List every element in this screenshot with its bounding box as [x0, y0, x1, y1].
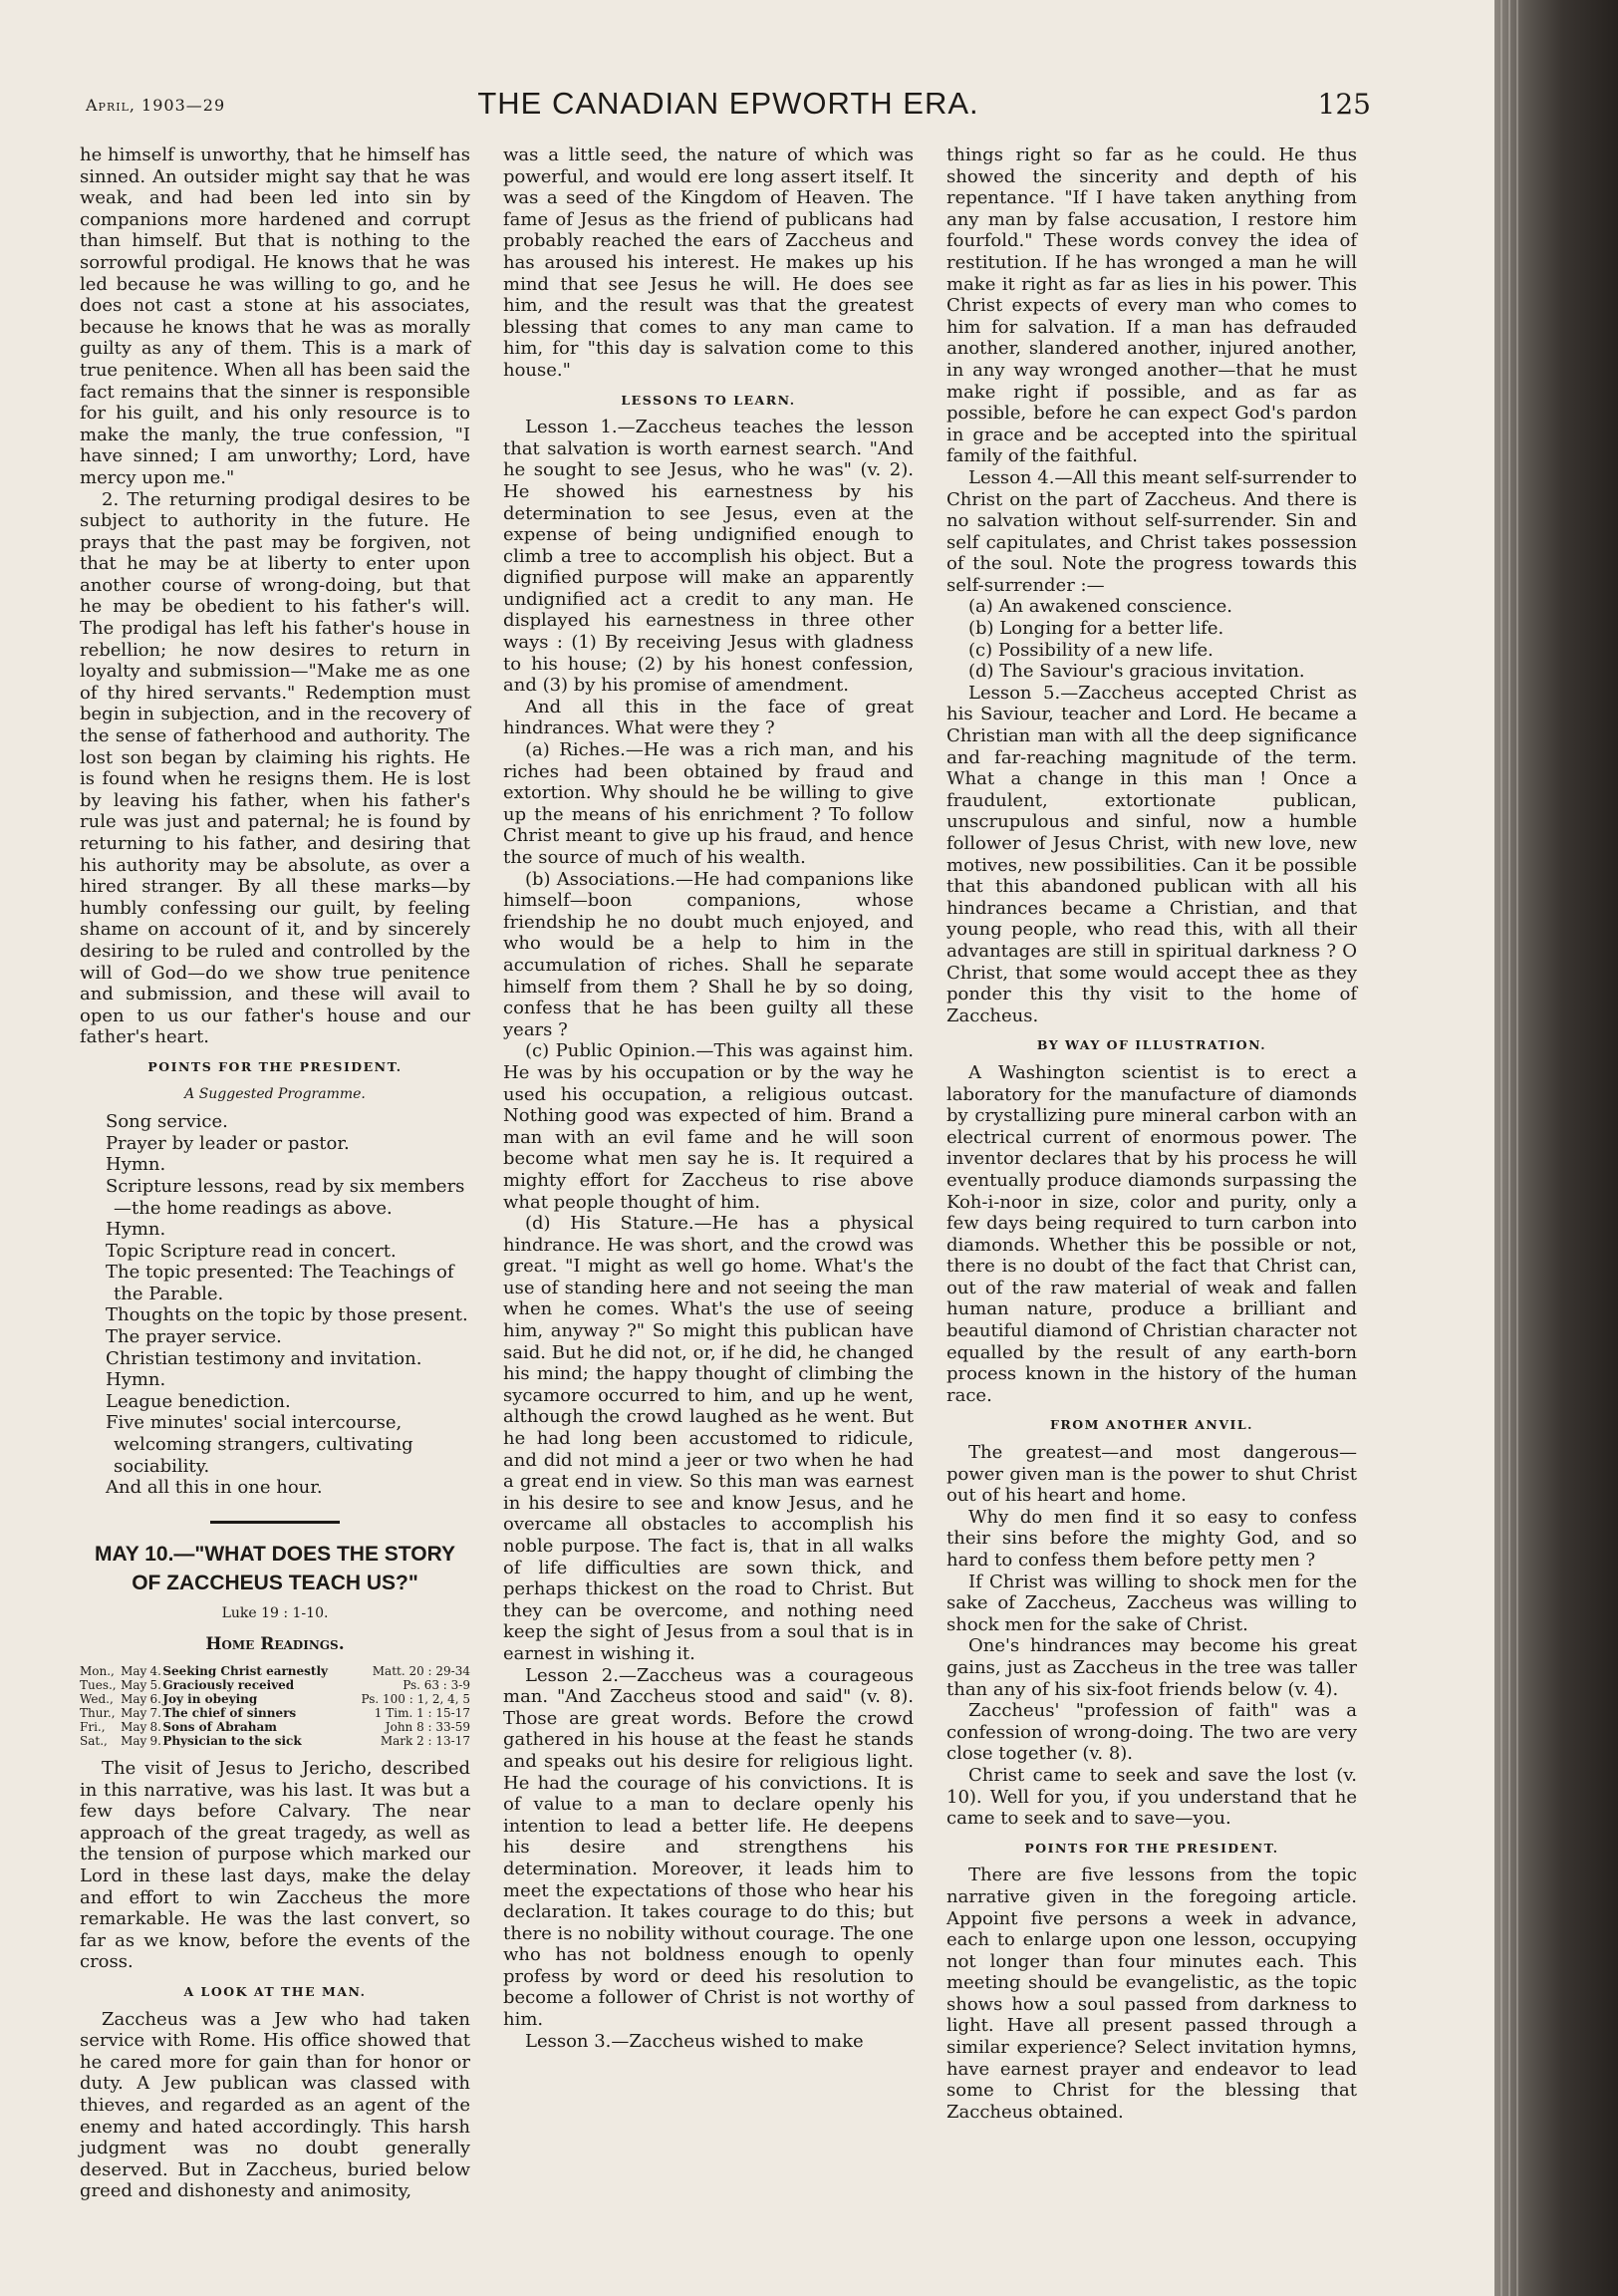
section-heading: A LOOK AT THE MAN.: [183, 1983, 367, 1999]
table-row: [80, 1692, 470, 1706]
reading-ref: Ps. 100 : 1, 2, 4, 5: [361, 1692, 470, 1706]
list-item: (b) Longing for a better life.: [968, 618, 1224, 640]
list-item: (d) The Saviour's gracious invitation.: [968, 661, 1305, 683]
paragraph: things right so far as he could. He thus showed the sincerity and depth of his repentance. "If I have taken anything from any man by false accusation, I restore him fourfold." These words convey the idea of restitution. If he has wronged a man he will make it right as far as lies in his power. This Christ expects of every man who comes to him for salvation. If a man has defrauded another, slandered another, injured another, in any way wronged another—that he must make right if possible, and as far as possible, before he can expect God's pardon in grace and be accepted into the spiritual family of the faithful.: [946, 144, 1357, 467]
programme-item: Five minutes' social intercourse, welcoming strangers, cultivating sociability.: [106, 1412, 413, 1477]
scripture-reference: Luke 19 : 1-10.: [221, 1604, 329, 1621]
reading-title: Graciously received: [162, 1678, 295, 1692]
table-row: [80, 1734, 470, 1748]
reading-day: Tues.,: [80, 1678, 117, 1692]
paragraph: (d) His Stature.—He has a physical hindrance. He was short, and the crowd was great. "I might as well go home. What's the use of standing here and not seeing the man when he comes. What's the use of seeing him, anyway ?" So might this publican have said. But he did not, or, if he did, he changed his mind; the happy thought of climbing the sycamore occurred to him, and up he went, although the crowd laughed as he went. But he had long been accustomed to ridicule, and did not mind a jeer or two when he had a great end in view. So this man was earnest in his desire to see and know Jesus, and he overcame all obstacles to accomplish his noble purpose. The fact is, that in all walks of life difficulties are sown thick, and perhaps thickest on the road to Christ. But they can be overcome, and nothing need keep the sight of Jesus from a soul that is in earnest in wishing it.: [503, 1213, 914, 1664]
paragraph: Why do men find it so easy to confess their sins before the mighty God, and so hard to confess them before petty men ?: [946, 1506, 1357, 1571]
paragraph: 2. The returning prodigal desires to be subject to authority in the future. He prays that the past may be forgiven, not that he may be at liberty to enter upon another course of wrong-doing, but that he may be obedient to his father's will. The prodigal has left his father's house in rebellion; he now desires to return in loyalty and submission—"Make me as one of thy hired servants." Redemption must begin in subjection, and in the recovery of the sense of fatherhood and authority. The lost son began by claiming his rights. He is found when he resigns them. He is lost by leaving his father, when his father's rule was just and paternal; he is found by returning to his father, and desiring that his authority may be absolute, as over a hired stranger. By all these marks—by humbly confessing our guilt, by feeling shame on account of it, and by sincerely desiring to be ruled and controlled by the will of God—do we show true penitence and submission, and these will avail to open to us our father's house and our father's heart.: [80, 488, 470, 1048]
reading-day: Fri.,: [80, 1720, 106, 1734]
list-item: (c) Possibility of a new life.: [968, 639, 1214, 661]
reading-ref: Mark 2 : 13-17: [380, 1734, 470, 1748]
paragraph: There are five lessons from the topic narrative given in the foregoing article. Appoint five persons a week in advance, each to enlarge upon one lesson, occupying not longer than four minutes each. This meeting should be evangelistic, as the topic shows how a soul passed from darkness to light. Have all present passed through a similar experience? Select invitation hymns, have earnest prayer and endeavor to lead some to Christ for the blessing that Zaccheus obtained.: [946, 1865, 1357, 2123]
paragraph: Zaccheus was a Jew who had taken service with Rome. His office showed that he cared more for gain than for honor or duty. A Jew publican was classed with thieves, and regarded as an agent of the enemy and hated accordingly. This harsh judgment was no doubt generally deserved. But in Zaccheus, buried below greed and dishonesty and animosity,: [80, 2008, 470, 2202]
reading-day: Wed.,: [80, 1692, 114, 1706]
table-row: [80, 1664, 470, 1678]
lesson-title: MAY 10.—"WHAT DOES THE STORY OF ZACCHEUS TEACH US?": [95, 1542, 455, 1594]
reading-title: Seeking Christ earnestly: [162, 1664, 328, 1678]
column-1: [80, 144, 470, 2202]
paragraph: (a) Riches.—He was a rich man, and his riches had been obtained by fraud and extortion. Why should he be willing to give up the means of his enrichment ? To follow Christ meant to give up his fraud, and hence the source of much of his wealth.: [503, 739, 914, 868]
programme-item: Hymn.: [106, 1154, 166, 1176]
home-readings-heading: Home Readings.: [205, 1634, 345, 1655]
page-header: [86, 86, 1371, 130]
paragraph: The greatest—and most dangerous—power given man is the power to shut Christ out of his heart and home.: [946, 1442, 1357, 1507]
issue-date: April, 1903—29: [86, 96, 226, 115]
reading-date: 6.: [149, 1692, 161, 1706]
reading-title: Joy in obeying: [162, 1692, 258, 1706]
section-heading: POINTS FOR THE PRESIDENT.: [147, 1058, 403, 1074]
programme-item: Christian testimony and invitation.: [106, 1347, 422, 1369]
reading-day: Mon.,: [80, 1664, 115, 1678]
table-row: [80, 1720, 470, 1734]
programme-item: League benediction.: [106, 1390, 291, 1412]
reading-month: May: [121, 1678, 147, 1692]
programme-item: Topic Scripture read in concert.: [106, 1240, 397, 1262]
programme-item: Hymn.: [106, 1219, 166, 1241]
table-row: [80, 1706, 470, 1720]
reading-month: May: [121, 1692, 147, 1706]
section-heading: POINTS FOR THE PRESIDENT.: [1024, 1840, 1279, 1856]
reading-month: May: [121, 1734, 147, 1748]
reading-day: Thur.,: [80, 1706, 116, 1720]
reading-day: Sat.,: [80, 1734, 108, 1748]
reading-date: 4.: [149, 1664, 161, 1678]
paragraph: was a little seed, the nature of which was powerful, and would ere long assert itself. It was a seed of the Kingdom of Heaven. The fame of Jesus as the friend of publicans had probably reached the ears of Zaccheus and has aroused his interest. He makes up his mind that see Jesus he will. He does see him, and the result was that the greatest blessing that comes to any man came to him, for "this day is salvation come to this house.": [503, 144, 914, 381]
programme-item: Thoughts on the topic by those present.: [106, 1304, 468, 1326]
book-binding: [1494, 0, 1618, 2296]
programme-item: The prayer service.: [106, 1326, 282, 1348]
reading-month: May: [121, 1664, 147, 1678]
reading-title: Sons of Abraham: [162, 1720, 277, 1734]
progress-list: [946, 596, 1357, 682]
paragraph: Lesson 3.—Zaccheus wished to make: [525, 2030, 864, 2052]
reading-ref: Matt. 20 : 29-34: [372, 1664, 470, 1678]
section-heading: BY WAY OF ILLUSTRATION.: [1036, 1037, 1267, 1053]
paragraph: (c) Public Opinion.—This was against him. He was by his occupation or by the way he used his occupation, a religious outcast. Nothing good was expected of him. Brand a man with an evil fame and he will soon become what men say he is. It required a mighty effort for Zaccheus to rise above what people thought of him.: [503, 1040, 914, 1213]
programme-list: [80, 1111, 470, 1499]
section-subheading: A Suggested Programme.: [184, 1085, 366, 1102]
programme-item: Prayer by leader or pastor.: [106, 1132, 350, 1154]
paragraph: Lesson 1.—Zaccheus teaches the lesson that salvation is worth earnest search. "And he sought to see Jesus, who he was" (v. 2). He showed his earnestness by his determination to see Jesus, even at the expense of being undignified enough to climb a tree to accomplish his object. But a dignified purpose will make an apparently undignified act a credit to any man. He displayed his earnestness in three other ways : (1) By receiving Jesus with gladness to his house; (2) by his honest confession, and (3) by his promise of amendment.: [503, 417, 914, 697]
list-item: (a) An awakened conscience.: [968, 596, 1233, 618]
paragraph: (b) Associations.—He had companions like himself—boon companions, whose friendship he no doubt much enjoyed, and who would be a help to him in the accumulation of riches. Shall he separate himself from them ? Shall he by so doing, confess that he has been guilty all these years ?: [503, 868, 914, 1040]
reading-month: May: [121, 1706, 147, 1720]
reading-date: 5.: [149, 1678, 161, 1692]
paragraph: One's hindrances may become his great gains, just as Zaccheus in the tree was taller than any of his six-foot friends below (v. 4).: [946, 1635, 1357, 1700]
paragraph: And all this in the face of great hindrances. What were they ?: [503, 696, 914, 739]
section-heading: FROM ANOTHER ANVIL.: [1049, 1417, 1254, 1433]
paragraph: The visit of Jesus to Jericho, described in this narrative, was his last. It was but a few days before Calvary. The near approach of the great tragedy, as well as the tension of purpose which marked our Lord in these last days, make the delay and effort to win Zaccheus the more remarkable. He was the last convert, so far as we know, before the events of the cross.: [80, 1758, 470, 1973]
programme-item: And all this in one hour.: [106, 1477, 323, 1499]
reading-month: May: [121, 1720, 147, 1734]
paragraph: Zaccheus' "profession of faith" was a confession of wrong-doing. The two are very close together (v. 8).: [946, 1700, 1357, 1765]
paragraph: Lesson 2.—Zaccheus was a courageous man. "And Zaccheus stood and said" (v. 8). Those are great words. Before the crowd gathered in his house at the feast he stands and speaks out his desire for religious light. He had the courage of his convictions. It is of value to a man to declare openly his intention to lead a better life. He deepens his desire and strengthens his determination. Moreover, it leads him to meet the expectations of those who hear his declaration. It takes courage to do this; but there is no nobility without courage. The one who has not boldness enough to openly profess by word or deed his resolution to become a follower of Christ is not worthy of him.: [503, 1664, 914, 2031]
paragraph: Lesson 4.—All this meant self-surrender to Christ on the part of Zaccheus. And there is no salvation without self-surrender. Sin and self capitulates, and Christ takes possession of the soul. Note the progress towards this self-surrender :—: [946, 466, 1357, 596]
reading-title: The chief of sinners: [162, 1706, 297, 1720]
column-2: [503, 144, 914, 2052]
reading-date: 9.: [149, 1734, 161, 1748]
column-3: [946, 144, 1357, 2123]
paragraph: Christ came to seek and save the lost (v. 10). Well for you, if you understand that he came to seek and to save—you.: [946, 1764, 1357, 1830]
paragraph: Lesson 5.—Zaccheus accepted Christ as his Saviour, teacher and Lord. He became a Christian man with all the deep significance and far-reaching magnitude of the term. What a change in this man ! Once a fraudulent, extortionate publican, unscrupulous and sinful, now a humble follower of Jesus Christ, with new love, new motives, new possibilities. Can it be possible that this abandoned publican with all his hindrances became a Christian, and that young people, who read this, with all their advantages are still in spiritual darkness ? O Christ, that some would accept thee as they ponder this thy visit to the home of Zaccheus.: [946, 682, 1357, 1026]
reading-title: Physician to the sick: [162, 1734, 302, 1748]
paragraph: A Washington scientist is to erect a laboratory for the manufacture of diamonds by crystallizing pure mineral carbon with an electrical current of enormous power. The inventor declares that by his process he will eventually produce diamonds surpassing the Koh-i-noor in size, color and purity, only a few days being required to turn carbon into diamonds. Whether this be possible or not, there is no doubt of the fact that Christ can, out of the raw material of weak and fallen human nature, produce a brilliant and beautiful diamond of Christian character not equalled by the result of any earth-born process known in the history of the human race.: [946, 1061, 1357, 1406]
section-heading: LESSONS TO LEARN.: [621, 392, 796, 408]
paragraph: If Christ was willing to shock men for the sake of Zaccheus, Zaccheus was willing to shock men for the sake of Christ.: [946, 1571, 1357, 1635]
reading-ref: John 8 : 33-59: [385, 1720, 470, 1734]
reading-ref: 1 Tim. 1 : 15-17: [374, 1706, 470, 1720]
programme-item: Hymn.: [106, 1369, 166, 1391]
reading-ref: Ps. 63 : 3-9: [403, 1678, 470, 1692]
home-readings-table: [80, 1664, 470, 1748]
paragraph: he himself is unworthy, that he himself has sinned. An outsider might say that he was weak, and had been led into sin by companions more hardened and corrupt than himself. But that is nothing to the sorrowful prodigal. He knows that he was led because he was willing to go, and he does not cast a stone at his associates, because he knows that he was as morally guilty as any of them. This is a mark of true penitence. When all has been said the fact remains that the sinner is responsible for his guilt, and his only resource is to make the manly, the true confession, "I have sinned; I am unworthy; Lord, have mercy upon me.": [80, 144, 470, 488]
section-divider: [210, 1521, 340, 1524]
publication-title: THE CANADIAN EPWORTH ERA.: [477, 86, 979, 121]
reading-date: 7.: [149, 1706, 161, 1720]
table-row: [80, 1678, 470, 1692]
programme-item: Scripture lessons, read by six members —the home readings as above.: [106, 1175, 465, 1219]
programme-item: Song service.: [106, 1111, 228, 1133]
page-number: 125: [1317, 88, 1371, 121]
programme-item: The topic presented: The Teachings of the Parable.: [106, 1262, 454, 1304]
reading-date: 8.: [149, 1720, 161, 1734]
